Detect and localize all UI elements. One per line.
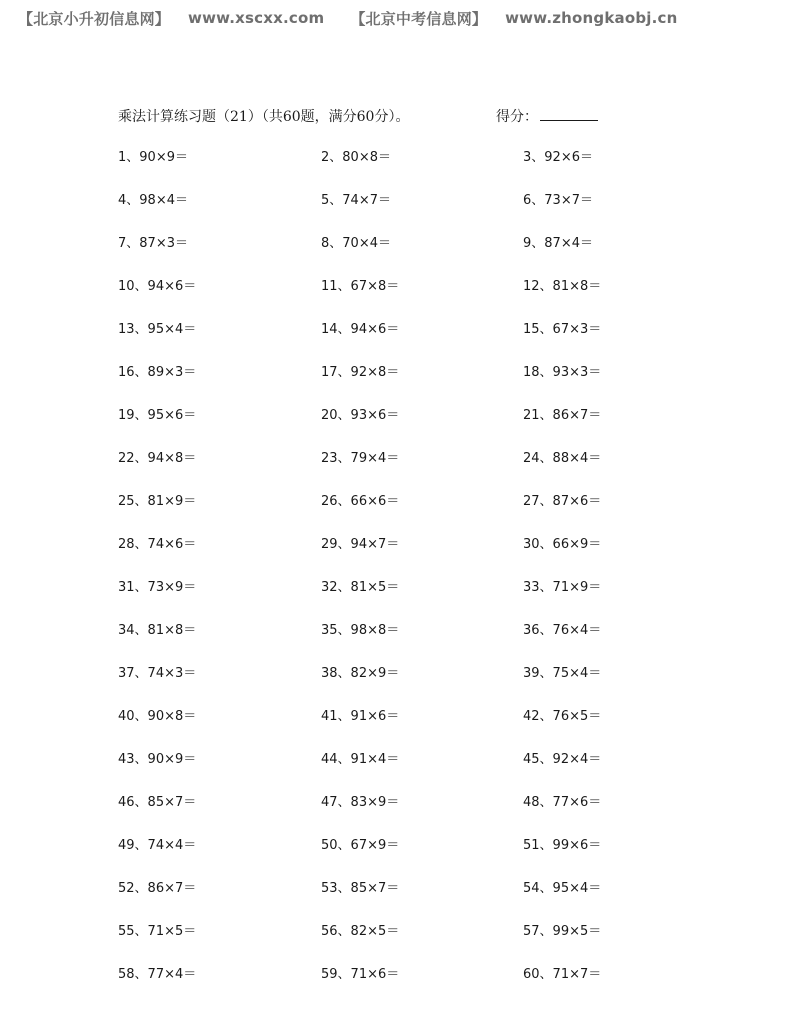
problem-item: 18、93×3＝	[523, 365, 602, 380]
problem-item: 6、73×7＝	[523, 193, 593, 208]
problem-item: 59、71×6＝	[321, 967, 400, 982]
problem-item: 52、86×7＝	[118, 881, 197, 896]
problem-item: 45、92×4＝	[523, 752, 602, 767]
problem-item: 26、66×6＝	[321, 494, 400, 509]
site1-label: 【北京小升初信息网】	[18, 9, 171, 28]
problem-item: 53、85×7＝	[321, 881, 400, 896]
problem-item: 5、74×7＝	[321, 193, 391, 208]
problem-item: 48、77×6＝	[523, 795, 602, 810]
problem-item: 3、92×6＝	[523, 150, 593, 165]
problem-item: 43、90×9＝	[118, 752, 197, 767]
problem-item: 13、95×4＝	[118, 322, 197, 337]
problem-item: 21、86×7＝	[523, 408, 602, 423]
problem-item: 55、71×5＝	[118, 924, 197, 939]
site2-url[interactable]: www.zhongkaobj.cn	[505, 9, 678, 27]
problem-item: 40、90×8＝	[118, 709, 197, 724]
problem-item: 25、81×9＝	[118, 494, 197, 509]
problem-item: 10、94×6＝	[118, 279, 197, 294]
problem-item: 19、95×6＝	[118, 408, 197, 423]
problem-item: 42、76×5＝	[523, 709, 602, 724]
score-field	[496, 106, 598, 126]
site2-label: 【北京中考信息网】	[350, 9, 488, 28]
problem-item: 41、91×6＝	[321, 709, 400, 724]
problem-item: 46、85×7＝	[118, 795, 197, 810]
problem-item: 54、95×4＝	[523, 881, 602, 896]
problem-item: 29、94×7＝	[321, 537, 400, 552]
problem-item: 2、80×8＝	[321, 150, 391, 165]
problem-item: 16、89×3＝	[118, 365, 197, 380]
problem-item: 39、75×4＝	[523, 666, 602, 681]
problem-item: 34、81×8＝	[118, 623, 197, 638]
problem-item: 4、98×4＝	[118, 193, 188, 208]
problem-item: 30、66×9＝	[523, 537, 602, 552]
problem-item: 22、94×8＝	[118, 451, 197, 466]
problem-grid	[118, 149, 678, 1009]
problem-item: 57、99×5＝	[523, 924, 602, 939]
worksheet-title: 乘法计算练习题（21）（共60题，满分60分）。	[118, 109, 410, 125]
problem-item: 58、77×4＝	[118, 967, 197, 982]
problem-item: 31、73×9＝	[118, 580, 197, 595]
problem-item: 20、93×6＝	[321, 408, 400, 423]
problem-item: 51、99×6＝	[523, 838, 602, 853]
problem-item: 8、70×4＝	[321, 236, 391, 251]
problem-item: 35、98×8＝	[321, 623, 400, 638]
problem-item: 36、76×4＝	[523, 623, 602, 638]
problem-item: 56、82×5＝	[321, 924, 400, 939]
problem-item: 60、71×7＝	[523, 967, 602, 982]
problem-item: 49、74×4＝	[118, 838, 197, 853]
problem-item: 17、92×8＝	[321, 365, 400, 380]
problem-item: 14、94×6＝	[321, 322, 400, 337]
problem-item: 28、74×6＝	[118, 537, 197, 552]
score-blank	[540, 106, 598, 121]
problem-item: 12、81×8＝	[523, 279, 602, 294]
problem-item: 50、67×9＝	[321, 838, 400, 853]
worksheet-title-row	[118, 106, 738, 126]
problem-item: 7、87×3＝	[118, 236, 188, 251]
problem-item: 38、82×9＝	[321, 666, 400, 681]
problem-item: 37、74×3＝	[118, 666, 197, 681]
problem-item: 24、88×4＝	[523, 451, 602, 466]
problem-item: 15、67×3＝	[523, 322, 602, 337]
problem-item: 27、87×6＝	[523, 494, 602, 509]
problem-item: 33、71×9＝	[523, 580, 602, 595]
page-header	[18, 6, 678, 30]
site1-url[interactable]: www.xscxx.com	[188, 9, 325, 27]
problem-item: 47、83×9＝	[321, 795, 400, 810]
problem-item: 1、90×9＝	[118, 150, 188, 165]
problem-item: 11、67×8＝	[321, 279, 400, 294]
problem-item: 44、91×4＝	[321, 752, 400, 767]
problem-item: 32、81×5＝	[321, 580, 400, 595]
problem-item: 9、87×4＝	[523, 236, 593, 251]
problem-item: 23、79×4＝	[321, 451, 400, 466]
score-label: 得分：	[496, 109, 538, 125]
